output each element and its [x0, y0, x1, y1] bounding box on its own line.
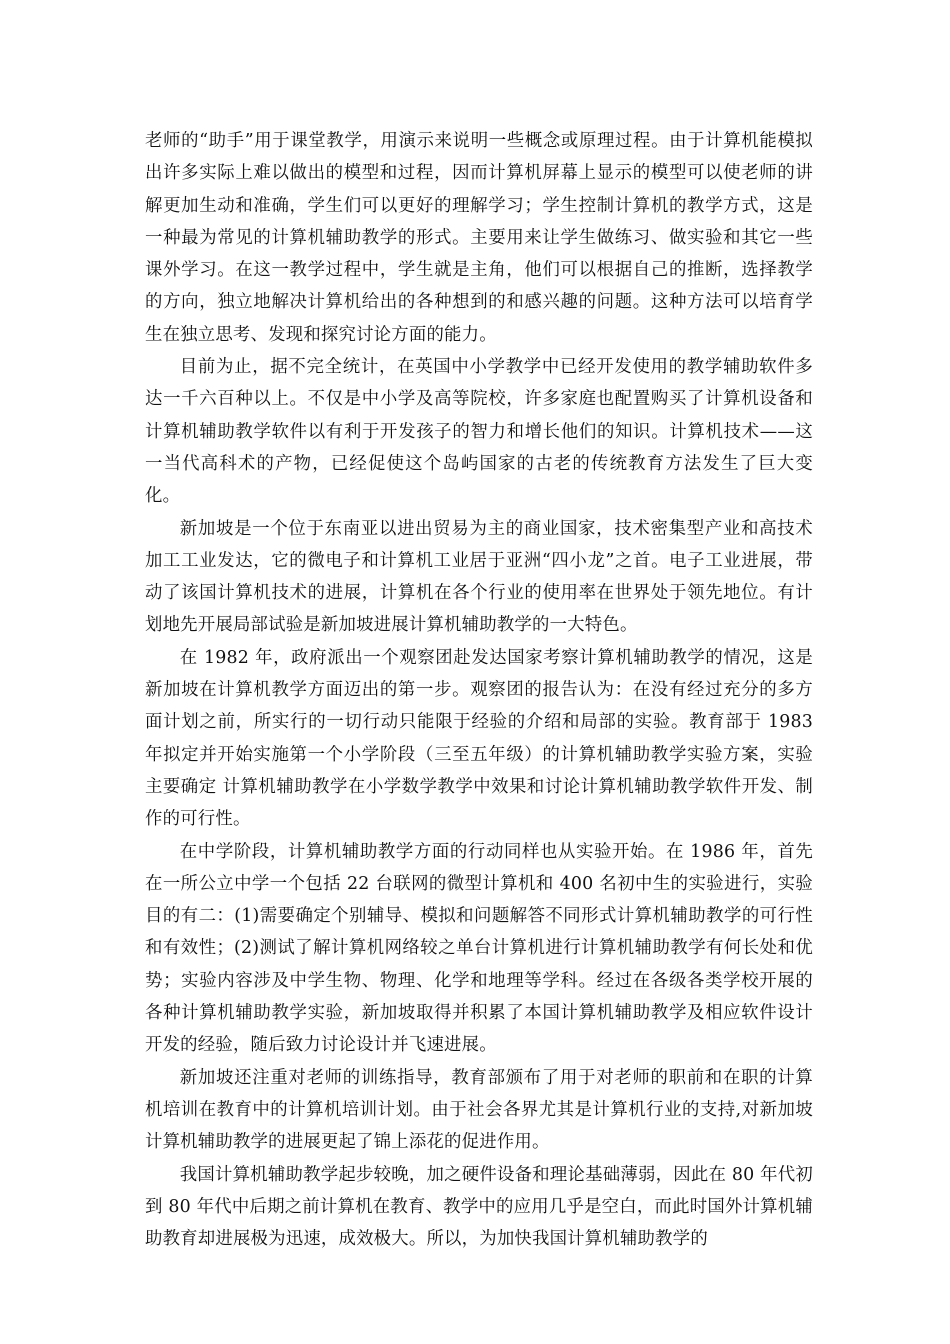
paragraph-5: 在中学阶段，计算机辅助教学方面的行动同样也从实验开始。在 1986 年，首先在一所公立中学一个包括 22 台联网的微型计算机和 400 名初中生的实验进行，实验目的有二：(1)需要确定个别辅导、模拟和问题解答不同形式计算机辅助教学的可行性和有效性；(2)测试了解计算机网络较之单台计算机进行计算机辅助教学有何长处和优势；实验内容涉及中学生物、物理、化学和地理等学科。经过在各级各类学校开展的各种计算机辅助教学实验，新加坡取得并积累了本国计算机辅助教学及相应软件设计开发的经验，随后致力讨论设计并飞速进展。 — [145, 841, 813, 1056]
paragraph-1: 老师的“助手”用于课堂教学，用演示来说明一些概念或原理过程。由于计算机能模拟出许多实际上难以做出的模型和过程，因而计算机屏幕上显示的模型可以使老师的讲解更加生动和准确，学生们可以更好的理解学习；学生控制计算机的教学方式，这是一种最为常见的计算机辅助教学的形式。主要用来让学生做练习、做实验和其它一些课外学习。在这一教学过程中，学生就是主角，他们可以根据自己的推断，选择教学的方向，独立地解决计算机给出的各种想到的和感兴趣的问题。这种方法可以培育学生在独立思考、发现和探究讨论方面的能力。 — [145, 131, 813, 345]
document-body — [145, 125, 813, 1255]
paragraph-7: 我国计算机辅助教学起步较晚，加之硬件设备和理论基础薄弱，因此在 80 年代初到 80 年代中后期之前计算机在教育、教学中的应用几乎是空白，而此时国外计算机辅助教育却进展极为迅速，成效极大。所以，为加快我国计算机辅助教学的 — [145, 1164, 813, 1250]
paragraph-3: 新加坡是一个位于东南亚以进出贸易为主的商业国家，技术密集型产业和高技术加工工业发达，它的微电子和计算机工业居于亚洲“四小龙”之首。电子工业进展，带动了该国计算机技术的进展，计算机在各个行业的使用率在世界处于领先地位。有计划地先开展局部试验是新加坡进展计算机辅助教学的一大特色。 — [145, 518, 813, 636]
paragraph-2: 目前为止，据不完全统计，在英国中小学教学中已经开发使用的教学辅助软件多达一千六百种以上。不仅是中小学及高等院校，许多家庭也配置购买了计算机设备和计算机辅助教学软件以有利于开发孩子的智力和增长他们的知识。计算机技术——这一当代高科术的产物，已经促使这个岛屿国家的古老的传统教育方法发生了巨大变化。 — [145, 357, 813, 507]
paragraph-4: 在 1982 年，政府派出一个观察团赴发达国家考察计算机辅助教学的情况，这是新加坡在计算机教学方面迈出的第一步。观察团的报告认为：在没有经过充分的多方面计划之前，所实行的一切行动只能限于经验的介绍和局部的实验。教育部于 1983 年拟定并开始实施第一个小学阶段（三至五年级）的计算机辅助教学实验方案，实验主要确定 计算机辅助教学在小学数学教学中效果和讨论计算机辅助教学软件开发、制作的可行性。 — [145, 647, 813, 830]
paragraph-6: 新加坡还注重对老师的训练指导，教育部颁布了用于对老师的职前和在职的计算机培训在教育中的计算机培训计划。由于社会各界尤其是计算机行业的支持,对新加坡计算机辅助教学的进展更起了锦上添花的促进作用。 — [145, 1067, 813, 1153]
